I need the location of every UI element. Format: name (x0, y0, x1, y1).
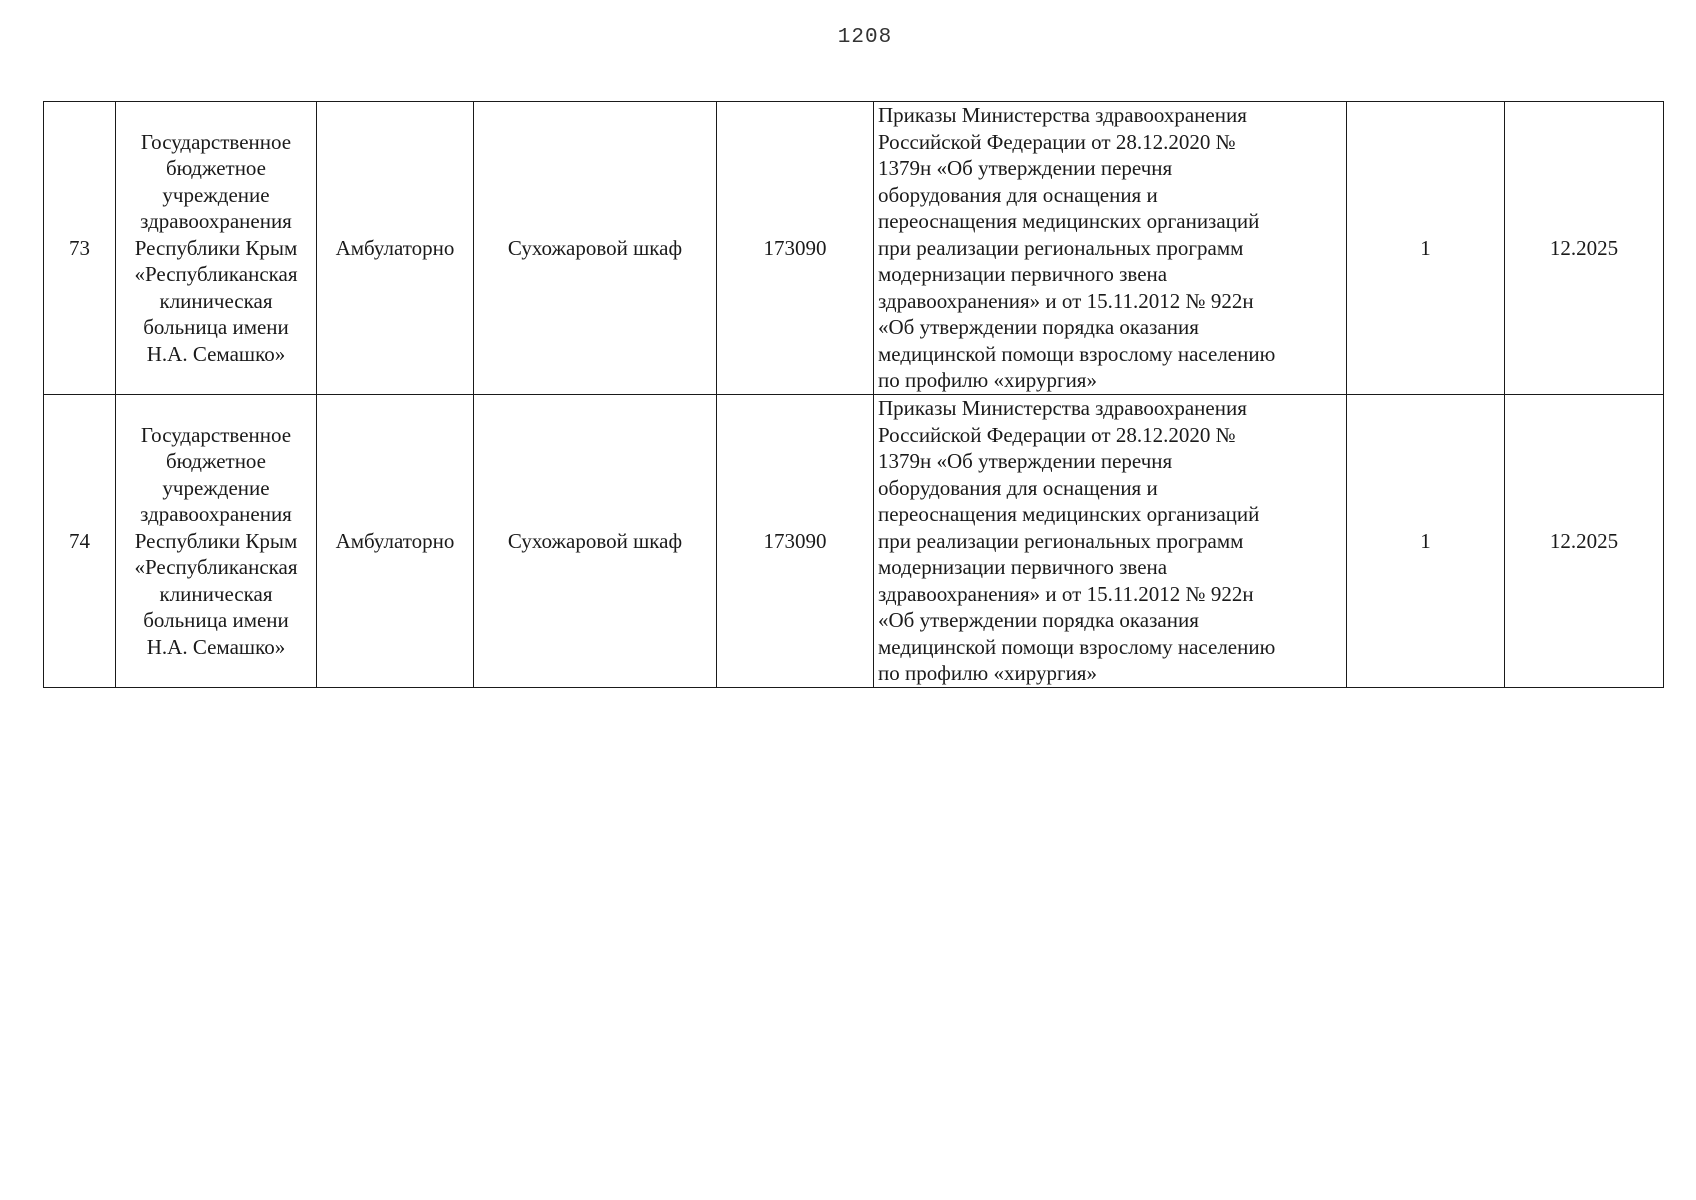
row-number: 73 (44, 102, 116, 395)
organization-cell (116, 102, 317, 395)
basis-line: по профилю «хирургия» (878, 661, 1097, 686)
page-number: 1208 (837, 26, 893, 49)
condition-cell: Амбулаторно (317, 102, 474, 395)
organization-line: учреждение (162, 182, 270, 207)
organization-line: бюджетное (165, 449, 267, 474)
quantity-cell: 1 (1347, 395, 1505, 688)
equipment-table (43, 101, 1664, 688)
basis-line: модернизации первичного звена (878, 262, 1168, 287)
basis-line: оборудования для оснащения и (878, 475, 1158, 500)
date-cell: 12.2025 (1505, 395, 1664, 688)
basis-line: переоснащения медицинских организаций (878, 209, 1260, 234)
basis-line: медицинской помощи взрослому населению (878, 341, 1276, 366)
basis-line: переоснащения медицинских организаций (878, 502, 1260, 527)
organization-cell (116, 395, 317, 688)
condition-cell: Амбулаторно (317, 395, 474, 688)
basis-line: по профилю «хирургия» (878, 368, 1097, 393)
organization-line: Республики Крым (134, 235, 298, 260)
date-cell: 12.2025 (1505, 102, 1664, 395)
code-cell: 173090 (717, 102, 874, 395)
code-cell: 173090 (717, 395, 874, 688)
organization-line: здравоохранения (140, 502, 292, 527)
organization-line: клиническая (159, 581, 273, 606)
basis-line: медицинской помощи взрослому населению (878, 634, 1276, 659)
basis-cell (874, 102, 1347, 395)
basis-line: при реализации региональных программ (878, 235, 1244, 260)
basis-line: Приказы Министерства здравоохранения (878, 396, 1247, 421)
row-number: 74 (44, 395, 116, 688)
table-row (44, 102, 1664, 395)
basis-cell (874, 395, 1347, 688)
organization-line: клиническая (159, 288, 273, 313)
organization-line: больница имени (143, 608, 289, 633)
organization-line: учреждение (162, 475, 270, 500)
basis-line: Приказы Министерства здравоохранения (878, 103, 1247, 128)
basis-line: «Об утверждении порядка оказания (878, 315, 1199, 340)
equipment-cell: Сухожаровой шкаф (474, 102, 717, 395)
basis-line: при реализации региональных программ (878, 528, 1244, 553)
basis-line: «Об утверждении порядка оказания (878, 608, 1199, 633)
organization-line: бюджетное (165, 156, 267, 181)
organization-line: Государственное (140, 422, 292, 447)
organization-line: больница имени (143, 315, 289, 340)
basis-line: Российской Федерации от 28.12.2020 № (878, 422, 1236, 447)
organization-line: Н.А. Семашко» (146, 341, 286, 366)
basis-line: здравоохранения» и от 15.11.2012 № 922н (878, 581, 1254, 606)
basis-line: 1379н «Об утверждении перечня (878, 156, 1173, 181)
basis-line: модернизации первичного звена (878, 555, 1168, 580)
organization-line: здравоохранения (140, 209, 292, 234)
basis-line: Российской Федерации от 28.12.2020 № (878, 129, 1236, 154)
basis-line: 1379н «Об утверждении перечня (878, 449, 1173, 474)
organization-line: «Республиканская (134, 555, 298, 580)
basis-line: здравоохранения» и от 15.11.2012 № 922н (878, 288, 1254, 313)
quantity-cell: 1 (1347, 102, 1505, 395)
organization-line: «Республиканская (134, 262, 298, 287)
table-row (44, 395, 1664, 688)
basis-line: оборудования для оснащения и (878, 182, 1158, 207)
organization-line: Государственное (140, 129, 292, 154)
equipment-cell: Сухожаровой шкаф (474, 395, 717, 688)
organization-line: Республики Крым (134, 528, 298, 553)
organization-line: Н.А. Семашко» (146, 634, 286, 659)
